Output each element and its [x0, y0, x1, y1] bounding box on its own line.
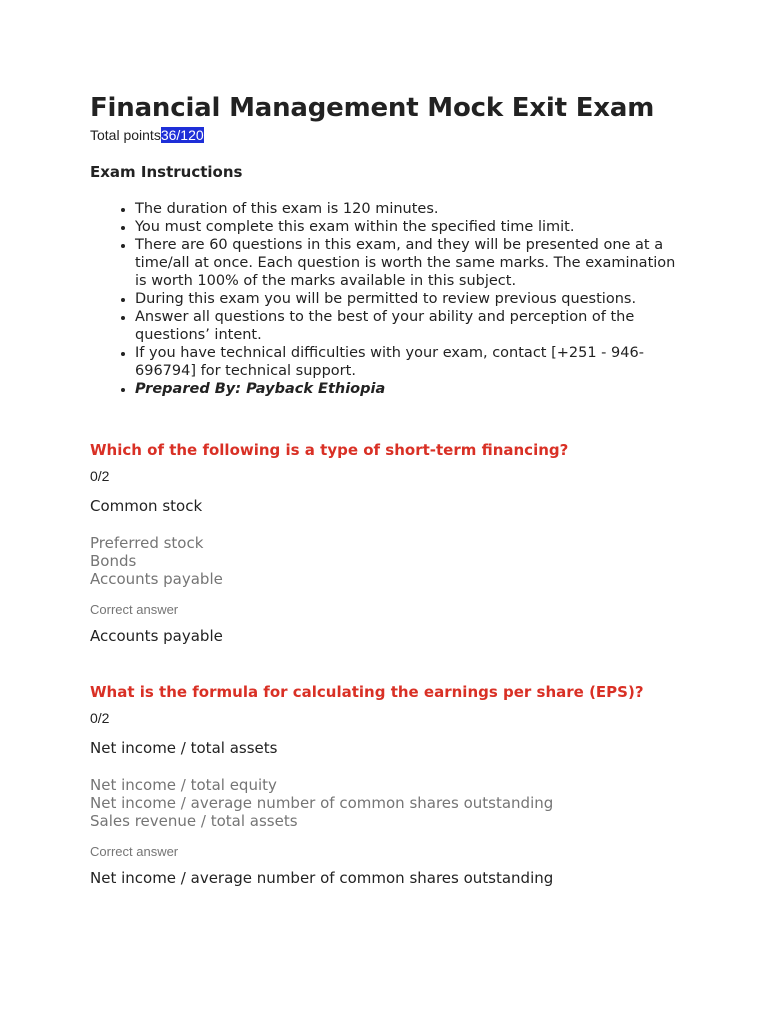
instruction-item: • You must complete this exam within the specified time limit. — [135, 218, 690, 236]
instruction-item: • The duration of this exam is 120 minutes. — [135, 200, 690, 218]
question-text: Which of the following is a type of short-term financing? — [90, 441, 569, 459]
page-title: Financial Management Mock Exit Exam — [90, 93, 655, 123]
exam-header — [90, 92, 690, 398]
answer-options — [90, 776, 730, 830]
answer-option: Preferred stock — [90, 534, 204, 552]
prepared-by: • Prepared By: Payback Ethiopia — [135, 380, 690, 398]
answer-option: Net income / total equity — [90, 776, 277, 794]
answer-option: Net income / average number of common shares outstanding — [90, 794, 554, 812]
selected-answer: Common stock — [90, 497, 203, 515]
question-text: What is the formula for calculating the earnings per share (EPS)? — [90, 683, 644, 701]
total-points-label: Total points — [90, 127, 161, 143]
instruction-item: • Answer all questions to the best of your ability and perception of the questions’ intent. — [135, 308, 690, 344]
instruction-item: • There are 60 questions in this exam, and they will be presented one at a time/all at once. Each question is worth the same marks. The examination is worth 100% of the marks available in this subject. — [135, 236, 690, 290]
correct-answer: Net income / average number of common shares outstanding — [90, 869, 554, 887]
correct-answer: Accounts payable — [90, 627, 223, 645]
instructions-list — [90, 200, 690, 398]
selected-answer: Net income / total assets — [90, 739, 278, 757]
question-2 — [90, 683, 730, 887]
answer-options — [90, 534, 730, 588]
instruction-item: • During this exam you will be permitted to review previous questions. — [135, 290, 690, 308]
correct-answer-label: Correct answer — [90, 602, 179, 617]
total-points-value: 36/120 — [160, 127, 204, 143]
instructions-heading: Exam Instructions — [90, 163, 243, 181]
answer-option: Bonds — [90, 552, 137, 570]
question-score: 0/2 — [90, 468, 110, 484]
question-score: 0/2 — [90, 710, 110, 726]
question-1 — [90, 441, 730, 645]
answer-option: Accounts payable — [90, 570, 223, 588]
instruction-item: • If you have technical difficulties with your exam, contact [+251 - 946-696794] for technical support. — [135, 344, 690, 380]
answer-option: Sales revenue / total assets — [90, 812, 298, 830]
correct-answer-label: Correct answer — [90, 844, 179, 859]
total-points — [90, 127, 690, 143]
